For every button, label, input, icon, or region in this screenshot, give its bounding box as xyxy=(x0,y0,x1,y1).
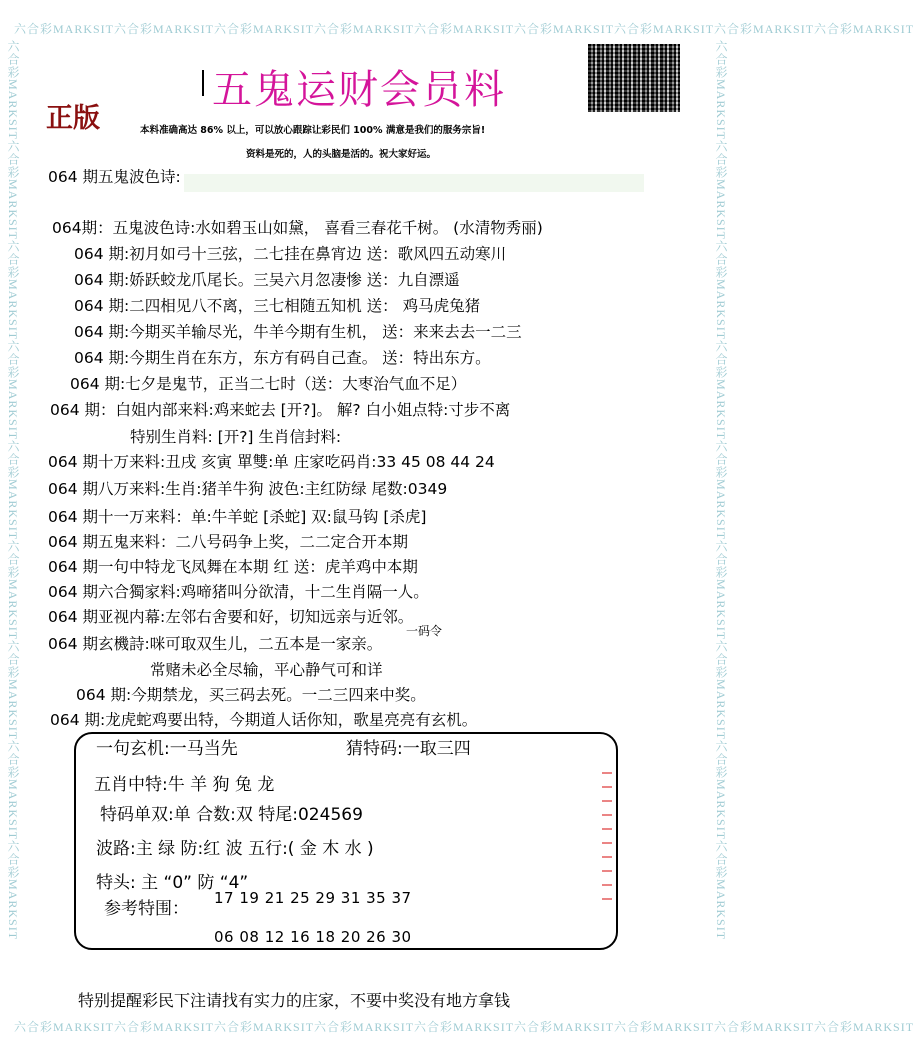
line-wugui: 064 期五鬼来料：二八号码争上奖，二二定合开本期 xyxy=(48,533,409,551)
line-special-zodiac: 特别生肖料: [开?] 生肖信封料: xyxy=(130,428,342,446)
line-100k: 064 期十万来料:丑戌 亥寅 單雙:单 庄家吃码肖:33 45 08 44 24 xyxy=(48,453,495,471)
line-yashi: 064 期亚视内幕:左邻右舍要和好，切知远亲与近邻。 xyxy=(48,608,414,626)
line-dragon-tiger: 064 期:龙虎蛇鸡要出特，今期道人话你知，歌星亮亮有玄机。 xyxy=(50,711,478,729)
line-xuanji-poem: 064 期玄機詩:咪可取双生儿，二五本是一家亲。 xyxy=(48,635,383,653)
footer-reminder: 特别提醒彩民下注请找有实力的庄家，不要中奖没有地方拿钱 xyxy=(78,991,511,1010)
line-hint-3: 064 期:二四相见八不离，三七相随五知机 送： 鸡马虎兔猪 xyxy=(74,297,481,315)
watermark-right: 六合彩MARKSIT六合彩MARKSIT六合彩MARKSIT六合彩MARKSIT六合彩MARKSIT六合彩MARKSIT六合彩MARKSIT六合彩MARKSIT六合彩MARKSIT xyxy=(714,40,728,941)
brand-label: 正版 xyxy=(46,103,100,134)
subtitle-accuracy: 本料准确高达 86% 以上，可以放心跟踪让彩民们 100% 满意是我们的服务宗旨! xyxy=(140,125,486,136)
line-yima-note: 一码令 xyxy=(406,624,443,638)
line-poem-heading: 064 期五鬼波色诗: xyxy=(48,168,181,186)
highlight-bar xyxy=(184,174,644,192)
watermark-left: 六合彩MARKSIT六合彩MARKSIT六合彩MARKSIT六合彩MARKSIT六合彩MARKSIT六合彩MARKSIT六合彩MARKSIT六合彩MARKSIT六合彩MARKSIT xyxy=(6,40,20,941)
line-hint-1: 064 期:初月如弓十三弦，二七挂在鼻宵边 送：歌风四五动寒川 xyxy=(74,245,507,263)
box-guess: 猜特码:一取三四 xyxy=(346,739,471,759)
watermark-bottom: 六合彩MARKSIT六合彩MARKSIT六合彩MARKSIT六合彩MARKSIT六合彩MARKSIT六合彩MARKSIT六合彩MARKSIT六合彩MARKSIT六合彩MARKSIT xyxy=(14,1020,914,1034)
box-odd-even: 特码单双:单 合数:双 特尾:024569 xyxy=(100,805,363,825)
box-head: 特头: 主 “0” 防 “4” xyxy=(96,873,249,893)
title-divider xyxy=(202,70,204,96)
line-advice: 常赌未必全尽输，平心静气可和详 xyxy=(150,661,383,679)
box-riddle: 一句玄机:一马当先 xyxy=(96,739,238,759)
line-hint-6: 064 期:七夕是鬼节，正当二七时（送：大枣治气血不足） xyxy=(70,375,467,393)
line-one-sentence: 064 期一句中特龙飞凤舞在本期 红 送：虎羊鸡中本期 xyxy=(48,558,418,576)
watermark-top: 六合彩MARKSIT六合彩MARKSIT六合彩MARKSIT六合彩MARKSIT六合彩MARKSIT六合彩MARKSIT六合彩MARKSIT六合彩MARKSIT六合彩MARKSIT xyxy=(14,22,914,36)
box-range-numbers-2: 06 08 12 16 18 20 26 30 xyxy=(214,928,412,946)
page-title: 五鬼运财会员料 xyxy=(212,67,506,113)
subtitle-motto: 资料是死的，人的头脑是活的。祝大家好运。 xyxy=(246,149,437,160)
line-baijie: 064 期：白姐内部来料:鸡来蛇去 [开?]。 解? 白小姐点特:寸步不离 xyxy=(50,401,511,419)
line-hint-2: 064 期:娇跃蛟龙爪尾长。三吴六月忽凄惨 送：九自漂遥 xyxy=(74,271,460,289)
line-forbidden: 064 期:今期禁龙，买三码去死。一二三四来中奖。 xyxy=(76,686,426,704)
line-hint-4: 064 期:今期买羊输尽光，牛羊今期有生机， 送：来来去去一二三 xyxy=(74,323,522,341)
line-poem: 064期：五鬼波色诗:水如碧玉山如黛， 喜看三春花千树。 (水清物秀丽) xyxy=(52,219,543,237)
line-110k: 064 期十一万来料：单:牛羊蛇 [杀蛇] 双:鼠马钩 [杀虎] xyxy=(48,508,427,526)
line-hint-5: 064 期:今期生肖在东方，东方有码自己查。 送：特出东方。 xyxy=(74,349,491,367)
qr-side-watermark xyxy=(682,46,696,106)
box-range-numbers-1: 17 19 21 25 29 31 35 37 xyxy=(214,889,412,907)
line-80k: 064 期八万来料:生肖:猪羊牛狗 波色:主红防绿 尾数:0349 xyxy=(48,480,448,498)
line-liuhe: 064 期六合獨家料:鸡啼猪叫分欲清，十二生肖隔一人。 xyxy=(48,583,429,601)
qr-code-image xyxy=(588,44,680,112)
box-five-zodiac: 五肖中特:牛 羊 狗 兔 龙 xyxy=(94,775,275,795)
box-range-label: 参考特围： xyxy=(104,899,189,919)
scan-noise xyxy=(602,760,612,900)
box-wave-elements: 波路:主 绿 防:红 波 五行:( 金 木 水 ) xyxy=(96,839,374,859)
